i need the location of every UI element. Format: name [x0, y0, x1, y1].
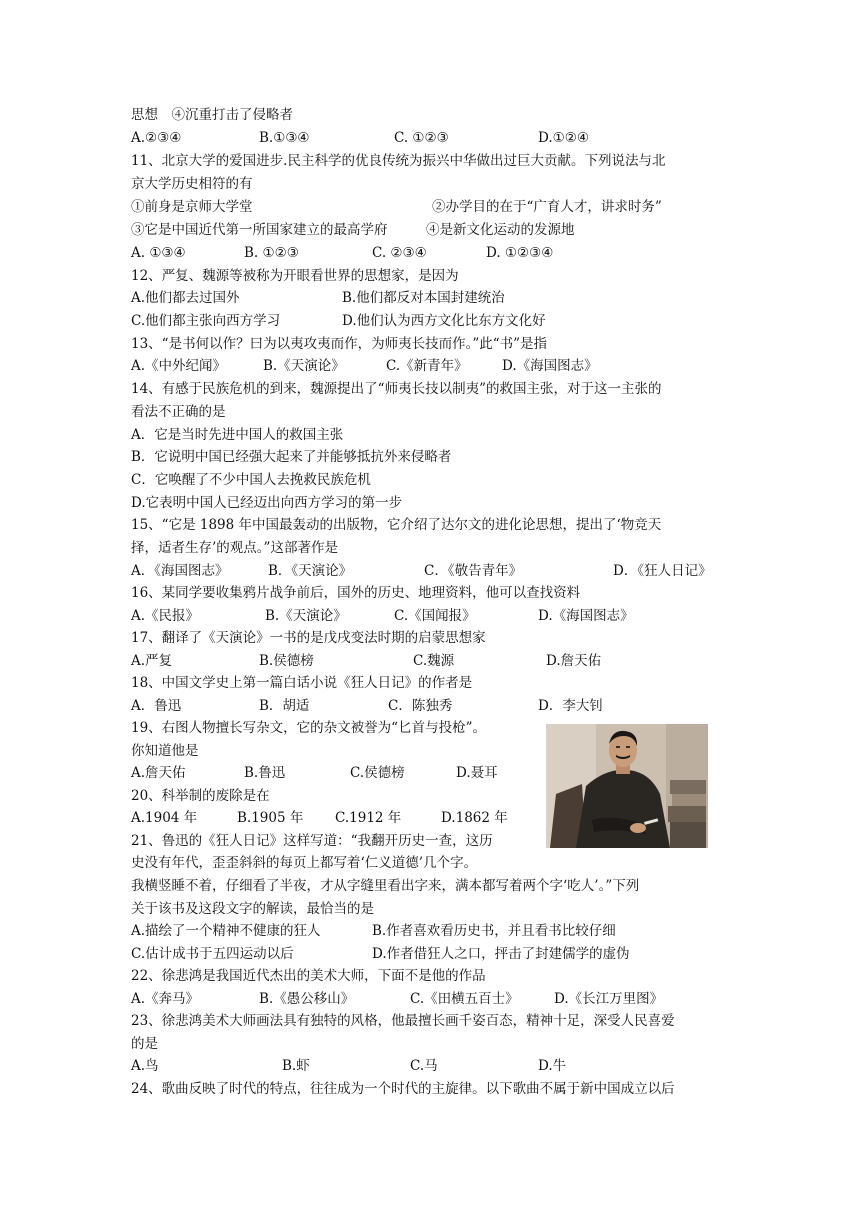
- option-a: A. ①③④: [131, 245, 186, 261]
- q17-stem: 17、翻译了《天演论》一书的是戊戌变法时期的启蒙思想家: [131, 630, 486, 646]
- q21-stem-cont-3: 关于该书及这段文字的解读，最恰当的是: [131, 901, 374, 917]
- portrait-photo: [546, 724, 708, 848]
- option-c: C．《敬告青年》: [424, 563, 523, 579]
- option-c: C.1912 年: [335, 810, 402, 826]
- option-d: D.詹天佑: [546, 653, 602, 669]
- q17-options: [131, 650, 602, 672]
- q15-options: [131, 560, 712, 582]
- q12-options-2: [131, 310, 546, 332]
- option-c: C.《田横五百士》: [410, 991, 519, 1007]
- q21-options-1: [131, 920, 616, 942]
- q22-options: [131, 988, 664, 1010]
- q14-stem-cont: 看法不正确的是: [131, 404, 226, 420]
- q18-stem: 18、中国文学史上第一篇白话小说《狂人日记》的作者是: [131, 675, 473, 691]
- option-b: B.1905 年: [237, 810, 304, 826]
- portrait-illustration: [546, 724, 708, 848]
- q15-stem: 15、“它是 1898 年中国最轰动的出版物，它介绍了达尔文的进化论思想，提出了‘物竞天: [131, 517, 662, 533]
- q13-options: [131, 355, 598, 377]
- option-d: D.1862 年: [441, 810, 508, 826]
- q12-options-1: [131, 287, 505, 309]
- option-c: C.侯德榜: [350, 765, 405, 781]
- option-b: B.《天演论》: [265, 608, 347, 624]
- q19-stem: 19、右图人物擅长写杂文，它的杂文被誉为“匕首与投枪”。: [131, 720, 486, 736]
- option-d: D．李大钊: [538, 698, 603, 714]
- option-a: A.他们都去过国外: [131, 290, 240, 306]
- option-d: D.《海国图志》: [538, 608, 634, 624]
- option-d: D.他们认为西方文化比东方文化好: [342, 313, 546, 329]
- option-b: B.《天演论》: [263, 358, 345, 374]
- option-a: A.②③④: [131, 130, 182, 146]
- option-d: D. ①②③④: [486, 245, 554, 261]
- option-a: A.《中外纪闻》: [131, 358, 227, 374]
- option-d: D.牛: [538, 1058, 567, 1074]
- q24-stem: 24、歌曲反映了时代的特点，往往成为一个时代的主旋律。以下歌曲不属于新中国成立以后: [131, 1081, 675, 1097]
- q21-stem: 21、鲁迅的《狂人日记》这样写道：“我翻开历史一查，这历: [131, 833, 493, 849]
- option-a: A．《海国图志》: [131, 563, 229, 579]
- option-b: B．胡适: [259, 698, 310, 714]
- option-c: C. ①②③: [394, 130, 449, 146]
- option-b: B.鲁迅: [244, 765, 286, 781]
- q15-stem-cont: 择，适者生存’的观点。”这部著作是: [131, 540, 338, 556]
- option-a: A.描绘了一个精神不健康的狂人: [131, 923, 321, 939]
- option-b: B．《天演论》: [268, 563, 353, 579]
- q11-statements-1: [131, 196, 662, 218]
- q21-options-2: [131, 943, 630, 965]
- q22-stem: 22、徐悲鸿是我国近代杰出的美术大师，下面不是他的作品: [131, 968, 486, 984]
- option-c: C.魏源: [413, 653, 455, 669]
- option-b: B.①③④: [259, 130, 310, 146]
- option-c: C.估计成书于五四运动以后: [131, 946, 294, 962]
- q12-stem: 12、严复、魏源等被称为开眼看世界的思想家，是因为: [131, 268, 459, 284]
- option-b: B.他们都反对本国封建统治: [342, 290, 505, 306]
- option-a: A.《奔马》: [131, 991, 200, 1007]
- option-a: A.詹天佑: [131, 765, 186, 781]
- q20-options: [131, 807, 508, 829]
- q14-stem: 14、有感于民族危机的到来，魏源提出了“师夷长技以制夷”的救国主张，对于这一主张的: [131, 381, 662, 397]
- q23-stem: 23、徐悲鸿美术大师画法具有独特的风格，他最擅长画千姿百态，精神十足，深受人民喜爱: [131, 1013, 675, 1029]
- q11-statements-2: [131, 219, 575, 241]
- option-b: B.虾: [282, 1058, 310, 1074]
- option-b: B.作者喜欢看历史书，并且看书比较仔细: [372, 923, 616, 939]
- option-d: D.《长江万里图》: [554, 991, 664, 1007]
- option-c: C．陈独秀: [388, 698, 453, 714]
- q16-stem: 16、某同学要收集鸦片战争前后，国外的历史、地理资料，他可以查找资料: [131, 585, 581, 601]
- option-a: A.1904 年: [131, 810, 198, 826]
- q14-option-a: A．它是当时先进中国人的救国主张: [131, 427, 344, 443]
- option-b: B. ①②③: [244, 245, 299, 261]
- option-c: C.马: [410, 1058, 438, 1074]
- option-d: D.①②④: [538, 130, 589, 146]
- option-d: D．《狂人日记》: [613, 563, 712, 579]
- option-c: C.《国闻报》: [394, 608, 476, 624]
- statement-4: ④是新文化运动的发源地: [426, 222, 575, 238]
- q23-options: [131, 1055, 567, 1077]
- q11-options: [131, 242, 554, 264]
- option-a: A.《民报》: [131, 608, 200, 624]
- option-d: D.作者借狂人之口，抨击了封建儒学的虚伪: [372, 946, 630, 962]
- q14-option-d: D.它表明中国人已经迈出向西方学习的第一步: [131, 495, 403, 511]
- q16-options: [131, 605, 634, 627]
- q13-stem: 13、“是书何以作？曰为以夷攻夷而作，为师夷长技而作。”此“书”是指: [131, 336, 548, 352]
- option-a: A.严复: [131, 653, 173, 669]
- statement-1: ①前身是京师大学堂: [131, 199, 253, 215]
- option-b: B.《愚公移山》: [259, 991, 355, 1007]
- q23-stem-cont: 的是: [131, 1036, 158, 1052]
- option-d: D.《海国图志》: [502, 358, 598, 374]
- option-c: C. ②③④: [372, 245, 427, 261]
- q20-stem: 20、科举制的废除是在: [131, 788, 270, 804]
- q21-stem-cont-1: 史没有年代，歪歪斜斜的每页上都写着‘仁义道德’几个字。: [131, 855, 478, 871]
- q11-stem-cont: 京大学历史相符的有: [131, 176, 253, 192]
- q10-tail: 思想 ④沉重打击了侵略者: [131, 107, 293, 123]
- q14-option-c: C．它唤醒了不少中国人去挽救民族危机: [131, 472, 371, 488]
- q10-options: [131, 127, 589, 149]
- q21-stem-cont-2: 我横竖睡不着，仔细看了半夜，才从字缝里看出字来，满本都写着两个字‘吃人’。”下列: [131, 878, 640, 894]
- option-d: D.聂耳: [456, 765, 498, 781]
- q14-option-b: B．它说明中国已经强大起来了并能够抵抗外来侵略者: [131, 449, 452, 465]
- option-a: A．鲁迅: [131, 698, 182, 714]
- q11-stem: 11、北京大学的爱国进步.民主科学的优良传统为振兴中华做出过巨大贡献。下列说法与北: [131, 153, 666, 169]
- q19-stem-cont: 你知道他是: [131, 743, 199, 759]
- option-c: C.他们都主张向西方学习: [131, 313, 281, 329]
- statement-3: ③它是中国近代第一所国家建立的最高学府: [131, 222, 388, 238]
- q19-options: [131, 762, 498, 784]
- q18-options: [131, 695, 603, 717]
- option-b: B.侯德榜: [259, 653, 314, 669]
- option-c: C.《新青年》: [386, 358, 468, 374]
- option-a: A.鸟: [131, 1058, 159, 1074]
- statement-2: ②办学目的在于“广育人才，讲求时务”: [432, 199, 662, 215]
